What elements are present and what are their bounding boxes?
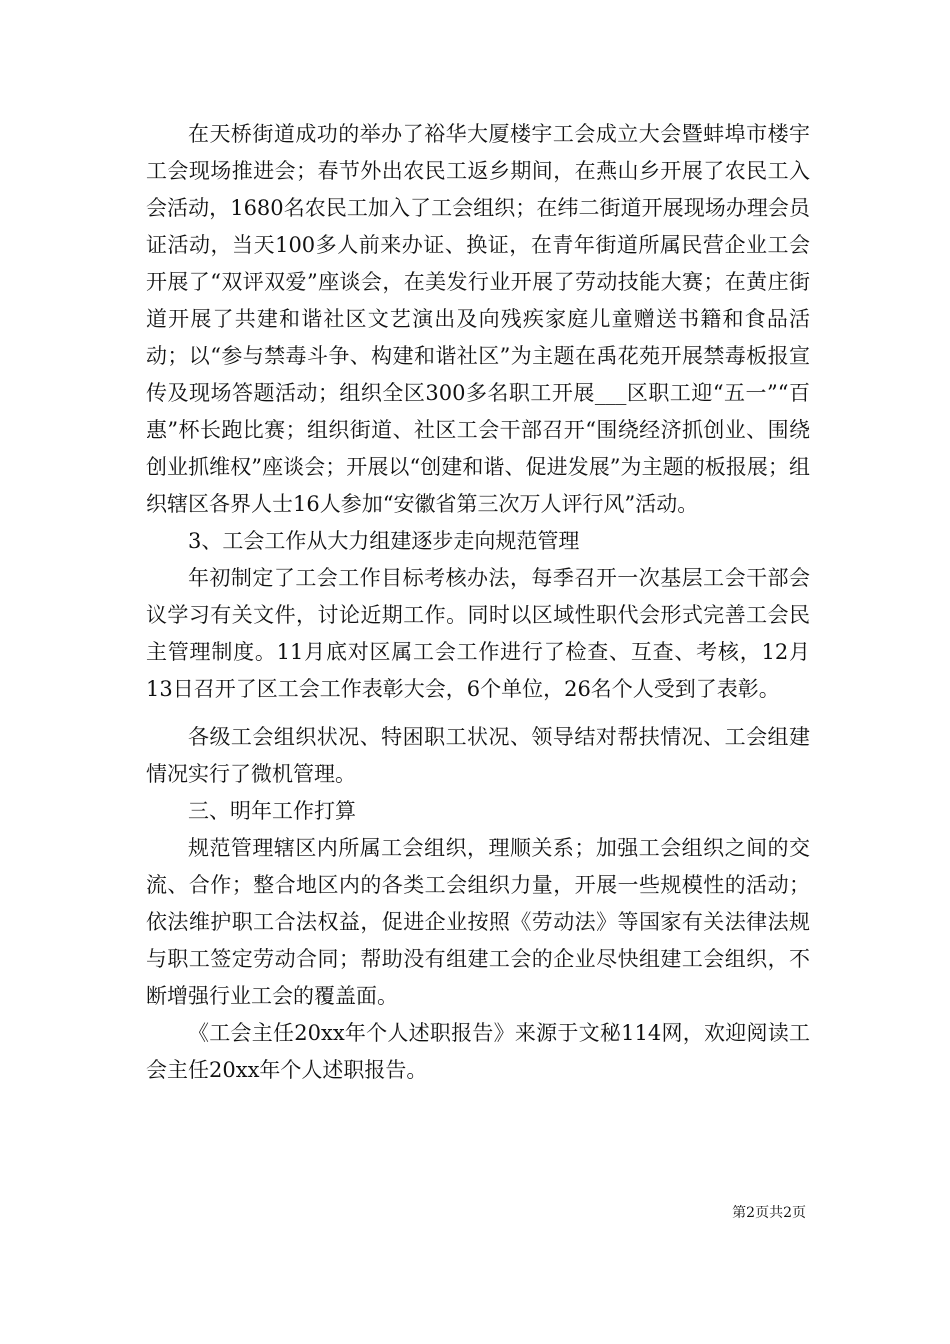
paragraph-activities: 在天桥街道成功的举办了裕华大厦楼宇工会成立大会暨蚌埠市楼宇工会现场推进会；春节外出农民工返乡期间，在燕山乡开展了农民工入会活动，1680名农民工加入了工会组织；在纬二街道开展现场办理会员证活动，当天100多人前来办证、换证，在青年街道所属民营企业工会开展了“双评双爱”座谈会，在美发行业开展了劳动技能大赛；在黄庄街道开展了共建和谐社区文艺演出及向残疾家庭儿童赠送书籍和食品活动；以“参与禁毒斗争、构建和谐社区”为主题在禹花苑开展禁毒板报宣传及现场答题活动；组织全区300多名职工开展___区职工迎“五一”“百惠”杯长跑比赛；组织街道、社区工会干部召开“围绕经济抓创业、围绕创业抓维权”座谈会；开展以“创建和谐、促进发展”为主题的板报展；组织辖区各界人士16人参加“安徽省第三次万人评行风”活动。 — [146, 122, 810, 516]
paragraph-source: 《工会主任20xx年个人述职报告》来源于文秘114网，欢迎阅读工会主任20xx年个人述职报告。 — [146, 1021, 810, 1082]
document-body — [146, 116, 810, 1089]
section-heading-3: 3、工会工作从大力组建逐步走向规范管理 — [188, 529, 580, 553]
section-heading-next-year: 三、明年工作打算 — [188, 799, 356, 823]
page-number: 第2页共2页 — [732, 1205, 806, 1221]
paragraph-management: 年初制定了工会工作目标考核办法，每季召开一次基层工会干部会议学习有关文件，讨论近期工作。同时以区域性职代会形式完善工会民主管理制度。11月底对区属工会工作进行了检查、互查、考核，12月13日召开了区工会工作表彰大会，6个单位，26名个人受到了表彰。 — [146, 566, 810, 701]
paragraph-computer-management: 各级工会组织状况、特困职工状况、领导结对帮扶情况、工会组建情况实行了微机管理。 — [146, 725, 810, 786]
paragraph-plan: 规范管理辖区内所属工会组织，理顺关系；加强工会组织之间的交流、合作；整合地区内的各类工会组织力量，开展一些规模性的活动；依法维护职工合法权益，促进企业按照《劳动法》等国家有关法律法规与职工签定劳动合同；帮助没有组建工会的企业尽快组建工会组织，不断增强行业工会的覆盖面。 — [146, 836, 810, 1008]
